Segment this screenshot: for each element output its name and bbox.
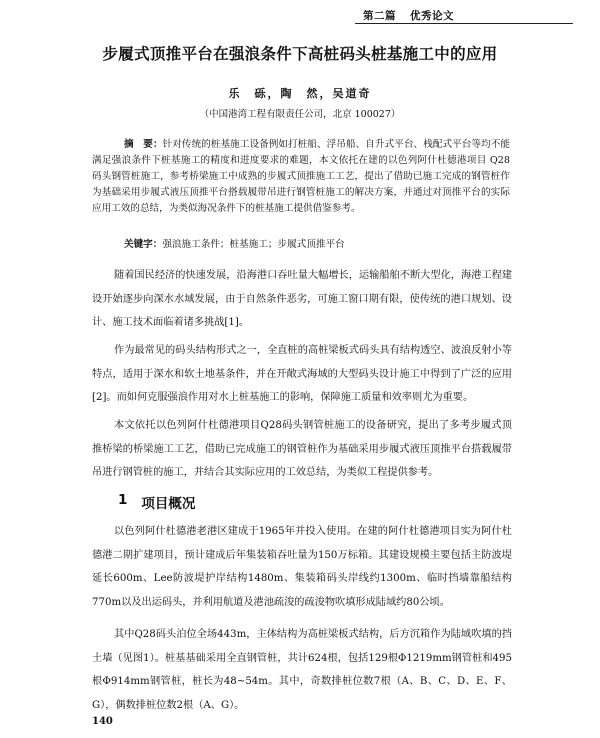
keywords [92, 237, 510, 253]
abstract-label: 摘 要： [124, 139, 163, 150]
keywords-label: 关键字： [124, 239, 163, 250]
header-section: 优秀论文 [410, 9, 454, 22]
authors: 乐 砾，陶 然，吴道奇 [228, 87, 372, 100]
abstract [92, 137, 510, 217]
paper-title: 步履式顶推平台在强浪条件下高桩码头桩基施工中的应用 [102, 45, 498, 63]
section-number: 1 [118, 492, 128, 508]
section-title: 项目概况 [141, 496, 196, 512]
header-part: 第二篇 [363, 9, 396, 22]
paragraph-overview-2: 其中Q28码头泊位全场443m，主体结构为高桩梁板式结构，后方沉箱作为陆域吹填的挡土墙（见图1）。桩基基础采用全直钢管桩，共计624根，包括129根Φ1219mm钢管桩和495根Φ914mm钢管桩，桩长为48~54m。其中，奇数排桩位数7根（A、B、C、D、E、F、G），偶数排桩位数2根（A、G）。 [92, 629, 512, 711]
paragraph-overview-1: 以色列阿什杜德港老港区建成于1965年并投入使用。在建的阿什杜德港项目实为阿什杜德港二期扩建项目，预计建成后年集装箱吞吐量为150万标箱。其建设规模主要包括主防波堤延长600m、Lee防波堤护岸结构1480m、集装箱码头岸线约1300m、临时挡墙靠船结构770m以及出运码头，并利用航道及港池疏浚的疏浚物吹填形成陆域约80公顷。 [92, 526, 512, 608]
running-header [355, 7, 573, 24]
paragraph-intro-3: 本文依托以色列阿什杜德港项目Q28码头钢管桩施工的设备研究，提出了多考步履式顶推桥梁的桥梁施工工艺，借助已完成施工的钢管桩作为基础采用步履式液压顶推平台搭载履带吊进行钢管桩的施工，并结合其实际应用的工效总结，为类似工程提供参考。 [92, 420, 512, 478]
paragraph-intro-2: 作为最常见的码头结构形式之一，全直桩的高桩梁板式码头具有结构透空、波浪反射小等特点，适用于深水和软土地基条件，并在开敞式海域的大型码头设计施工中得到了广泛的应用[2]。而如何克服强浪作用对水上桩基施工的影响，保障施工质量和效率则尤为重要。 [92, 345, 512, 403]
section-heading [118, 492, 195, 512]
abstract-text: 针对传统的桩基施工设备例如打桩船、浮吊船、自升式平台、栈配式平台等均不能满足强浪条件下桩基施工的精度和进度要求的难题，本文依托在建的以色列阿什杜德港项目 Q28 码头钢管桩施工，参考桥梁施工中成熟的步履式顶推施工工艺，提出了借助已施工完成的钢管桩作为基础采用步履式液压顶推平台搭载履带吊进行钢管桩施工的解决方案，并通过对顶推平台的实际应用工效的总结，为类似海况条件下的桩基施工提供借鉴参考。 [92, 139, 511, 214]
keywords-text: 强浪施工条件；桩基施工；步履式顶推平台 [162, 239, 345, 250]
affiliation: （中国港湾工程有限责任公司，北京 100027） [199, 109, 401, 120]
paragraph-intro-1: 随着国民经济的快速发展，沿海港口吞吐量大幅增长，运输船舶不断大型化，海港工程建设开始逐步向深水水域发展，由于自然条件恶劣，可施工窗口期有限，使传统的港口规划、设计、施工技术面临着诸多挑战[1]。 [92, 270, 512, 328]
page-number: 140 [92, 716, 113, 727]
